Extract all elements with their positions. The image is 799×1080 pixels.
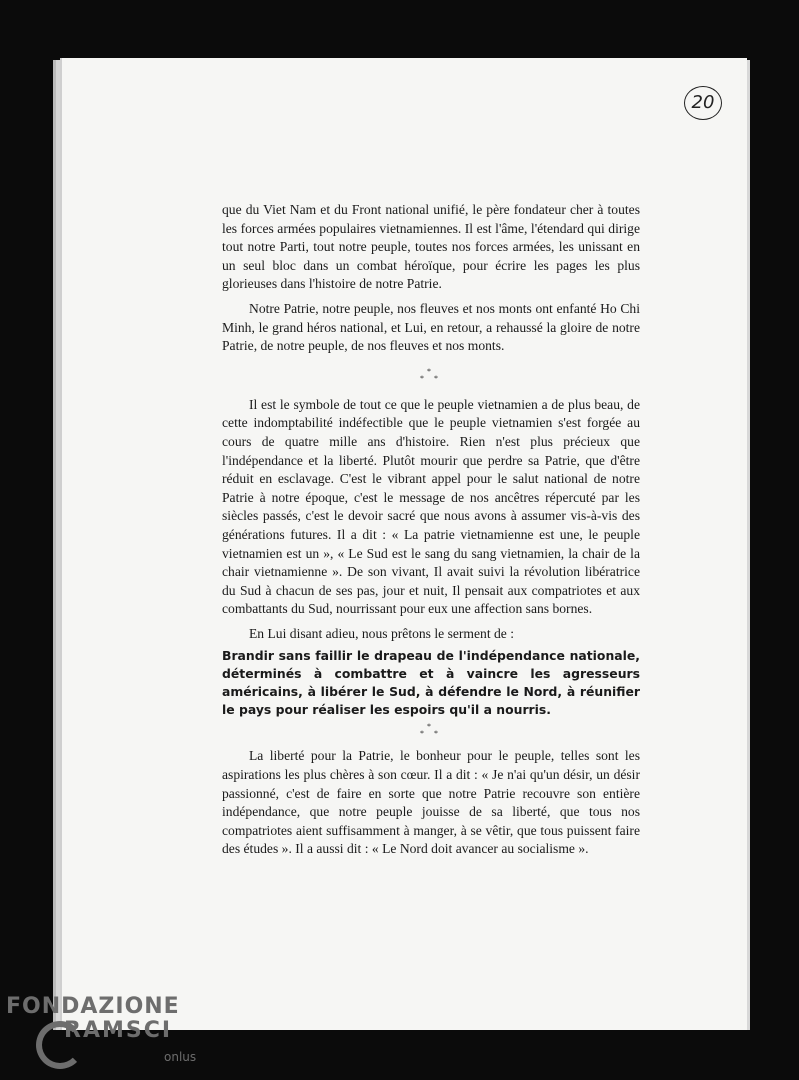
- paragraph-3: Il est le symbole de tout ce que le peuple vietnamien a de plus beau, de cette indomptabilité indéfectible que le peuple vietnamien s'est forgée au cours de quatre mille ans d'histoire. Rien n'est plus précieux que l'indépendance et la liberté. Plutôt mourir que perdre sa Patrie, que d'être réduit en esclavage. C'est le vibrant appel pour le salut national de notre Patrie à notre époque, c'est le message de nos ancêtres répercuté par les siècles passés, c'est le devoir sacré que nous avons à assumer vis-à-vis des générations futures. Il a dit : « La patrie vietnamienne est une, le peuple vietnamien est un », « Le Sud est le sang du sang vietnamien, la chair de la chair vietnamienne ». De son vivant, Il avait suivi la révolution libératrice du Sud à chacun de ses pas, jour et nuit, Il pensait aux compatriotes et aux combattants du Sud, nourrissant pour eux une affection sans bornes.: [222, 396, 640, 617]
- paragraph-1: que du Viet Nam et du Front national unifié, le père fondateur cher à toutes les forces armées populaires vietnamiennes. Il est l'âme, l'étendard qui dirige tout notre Parti, tout notre peuple, toutes nos forces armées, les unissant en un seul bloc dans un combat héroïque, pour écrire les pages les plus glorieuses dans l'histoire de notre Patrie.: [222, 202, 640, 292]
- fondazione-gramsci-watermark: [6, 994, 197, 1064]
- paragraph-4: En Lui disant adieu, nous prêtons le serment de :: [249, 625, 515, 641]
- body-text: [222, 201, 640, 859]
- paragraph-2: Notre Patrie, notre peuple, nos fleuves et nos monts ont enfanté Ho Chi Minh, le grand héros national, et Lui, en retour, a rehaussé la gloire de notre Patrie, de notre peuple, de nos fleuves et nos monts.: [222, 300, 640, 354]
- paragraph-5: La liberté pour la Patrie, le bonheur pour le peuple, telles sont les aspirations les plus chères à son cœur. Il a dit : « Je n'ai qu'un désir, un désir passionné, c'est de faire en sorte que notre Patrie recouvre son entière indépendance, que notre peuple jouisse de sa liberté, que tous nos compatriotes aient suffisamment à manger, à se vêtir, que tous puissent faire des études ». Il a aussi dit : « Le Nord doit avancer au socialisme ».: [222, 748, 640, 857]
- document-page: [62, 58, 747, 1030]
- oath-paragraph: Brandir sans faillir le drapeau de l'indépendance nationale, déterminés à combattre et à vaincre les agresseurs américains, à libérer le Sud, à défendre le Nord, à réunifier le pays pour réaliser les espoirs qu'il a nourris.: [222, 648, 640, 718]
- watermark-line-2: RAMSCI: [64, 1018, 173, 1043]
- section-separator-2: * * *: [420, 722, 442, 739]
- watermark-suffix: onlus: [164, 1050, 197, 1064]
- handwritten-page-number: 20: [684, 86, 722, 120]
- watermark-line-1: FONDAZIONE: [6, 994, 180, 1019]
- section-separator: * * *: [420, 366, 442, 383]
